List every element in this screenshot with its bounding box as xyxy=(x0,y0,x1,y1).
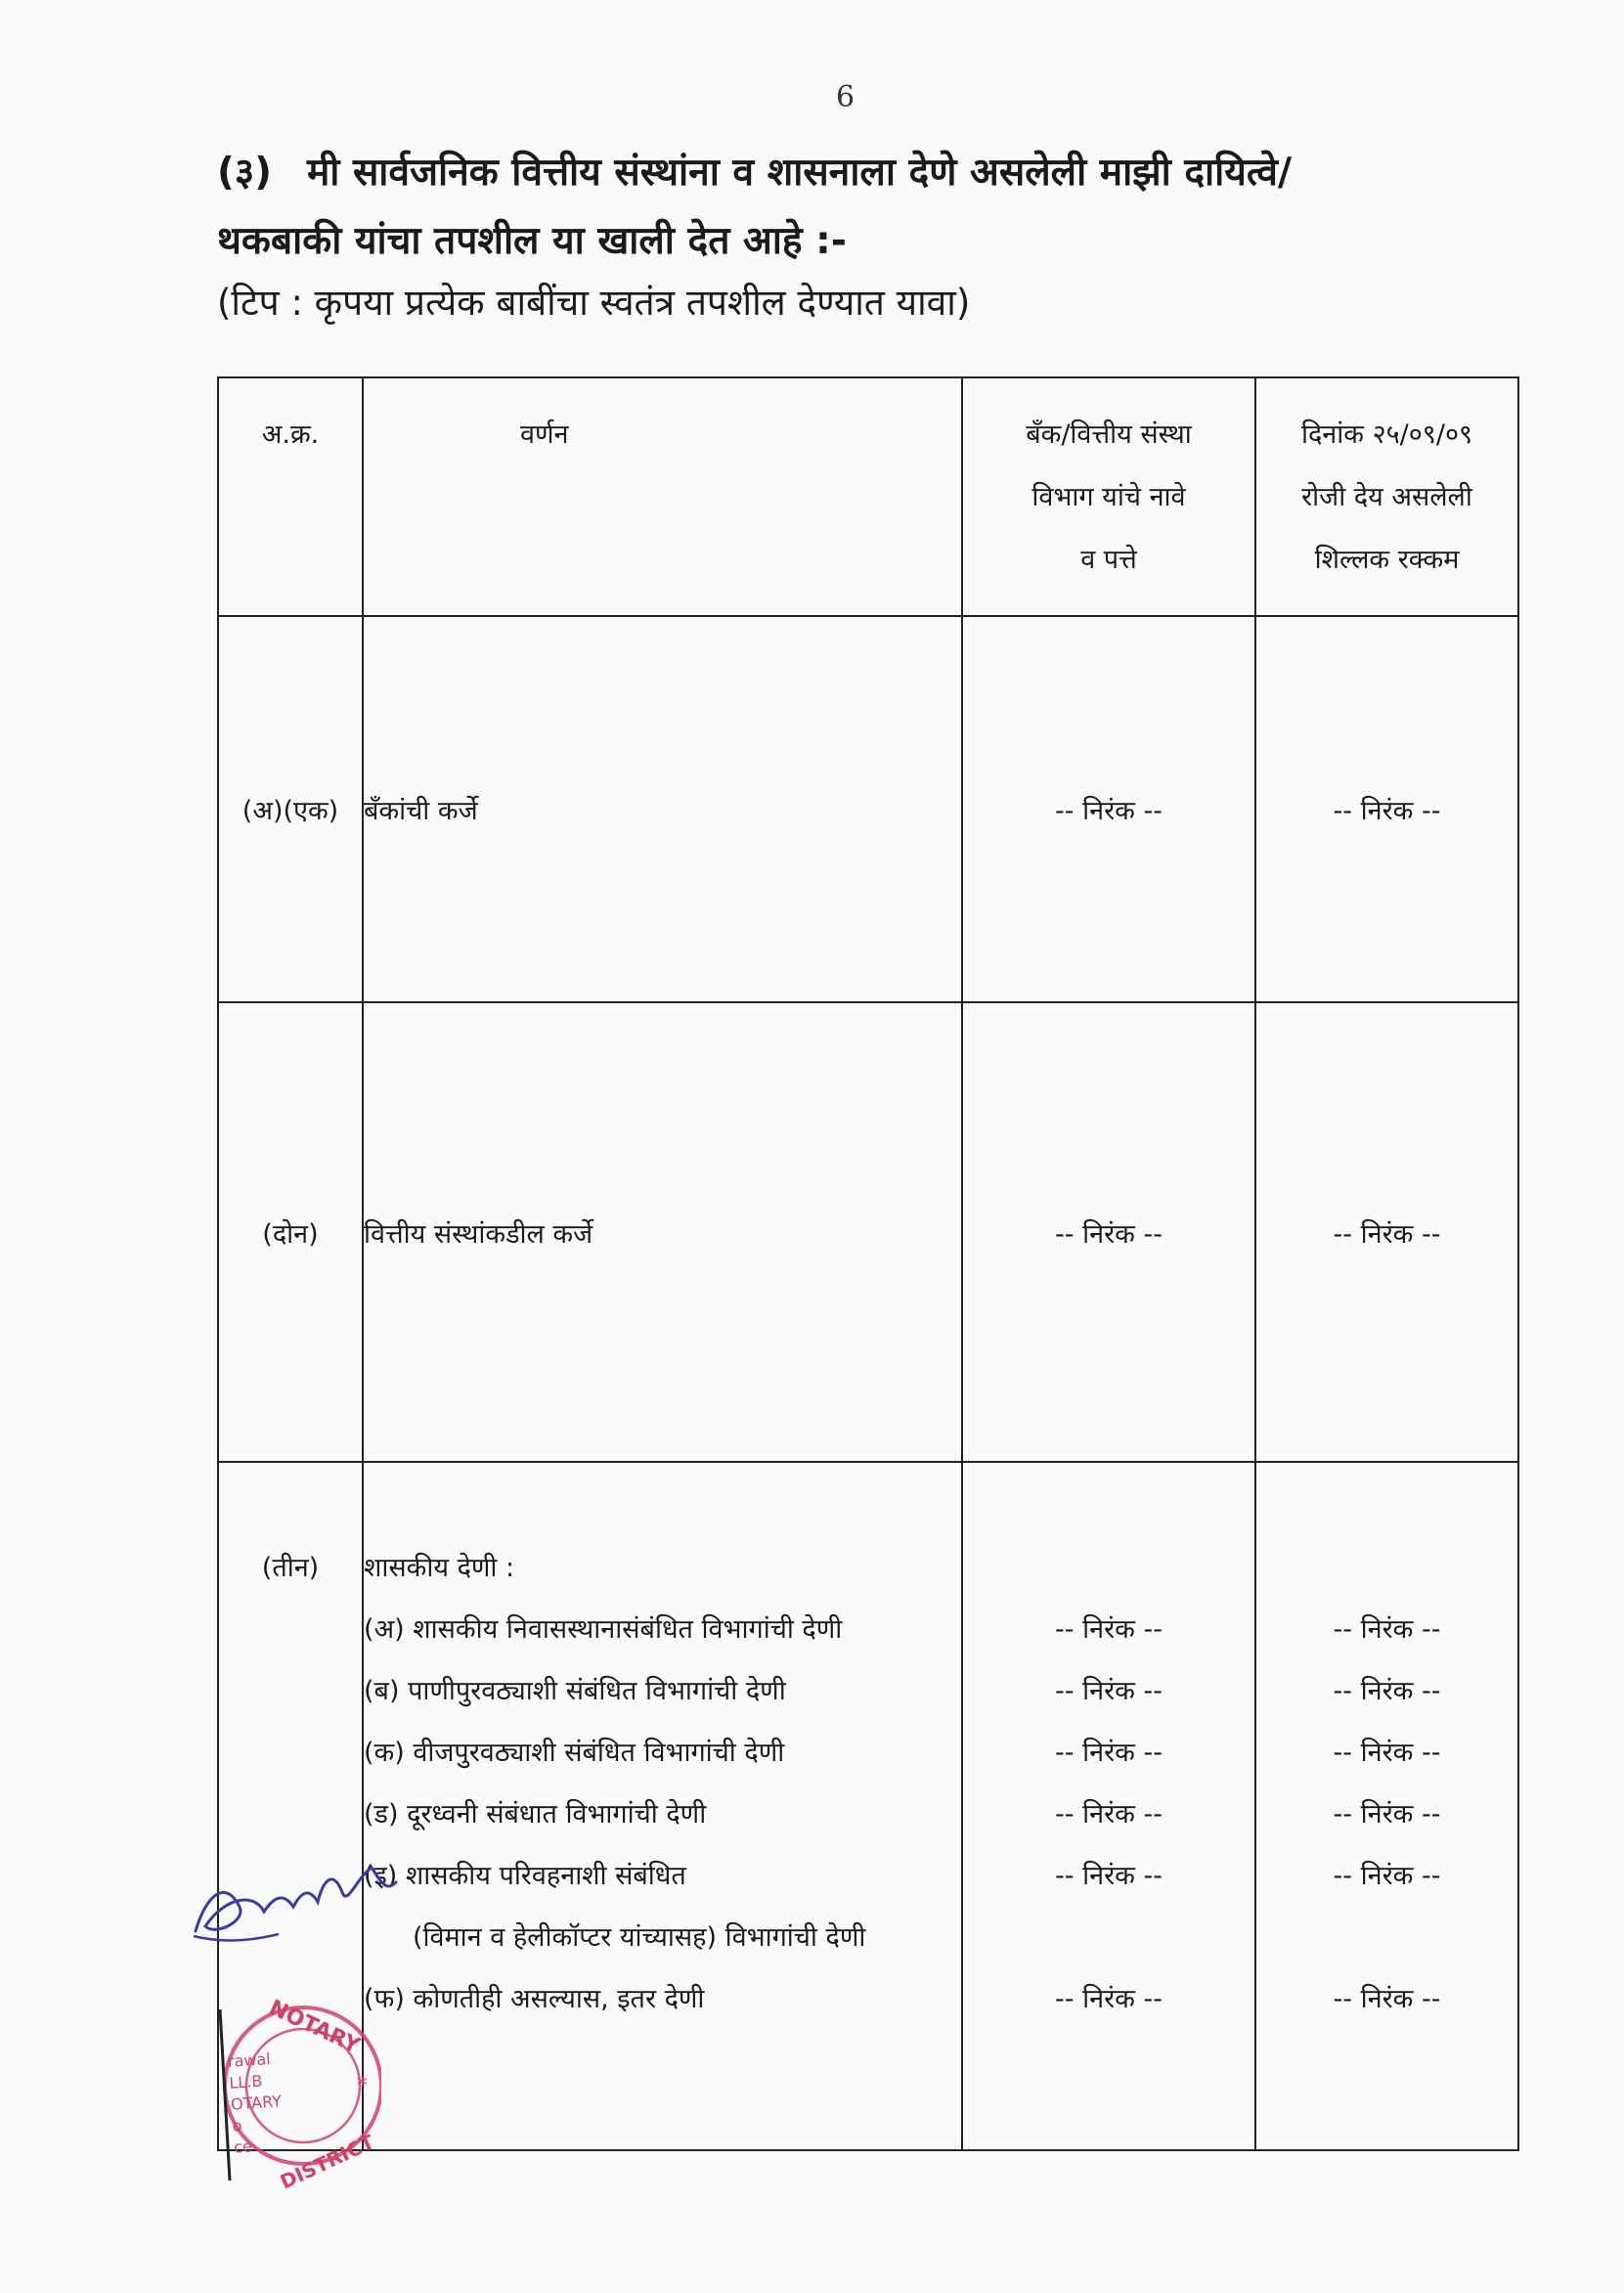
section-number: (३) xyxy=(217,151,272,195)
govt-dues-list xyxy=(363,1462,962,2150)
list-item: (अ) शासकीय निवासस्थानासंबंधित विभागांची देणी xyxy=(364,1614,843,1645)
section-heading-line-1 xyxy=(217,145,1292,197)
govt-dues-balance: -- निरंक -- -- निरंक -- -- निरंक -- -- निरंक -- -- निरंक -- -- निरंक -- xyxy=(1255,1462,1518,2150)
section-heading-line-2: थकबाकी यांचा तपशील या खाली देत आहे :- xyxy=(217,219,847,263)
list-item: (ब) पाणीपुरवठ्याशी संबंधित विभागांची देणी xyxy=(364,1676,786,1706)
table-header-row xyxy=(218,377,1518,616)
svg-text:*: * xyxy=(357,2074,368,2098)
row-institution: -- निरंक -- xyxy=(962,616,1255,1002)
list-item: (ड) दूरध्वनी संबंधात विभागांची देणी xyxy=(364,1799,707,1830)
header-balance: दिनांक २५/०९/०९ रोजी देय असलेली शिल्लक रक्कम xyxy=(1255,377,1518,616)
row-description: वित्तीय संस्थांकडील कर्जे xyxy=(363,1002,962,1462)
stamp-arc-top: NOTARY xyxy=(265,1995,364,2059)
stamp-arc-bottom: DISTRICT xyxy=(276,2130,378,2194)
page-number: 6 xyxy=(836,80,856,114)
row-institution: -- निरंक -- xyxy=(962,1002,1255,1462)
row-serial: (दोन) xyxy=(218,1002,363,1462)
stamp-text: rawal LL.B OTARY o ce xyxy=(227,2049,283,2157)
row-balance: -- निरंक -- xyxy=(1255,1002,1518,1462)
header-serial: अ.क्र. xyxy=(218,377,363,616)
table-row xyxy=(218,1002,1518,1462)
list-item: (इ) शासकीय परिवहनाशी संबंधित xyxy=(364,1861,686,1891)
heading-text-1: मी सार्वजनिक वित्तीय संस्थांना व शासनाला देणे असलेली माझी दायित्वे/ xyxy=(306,151,1293,195)
signature xyxy=(186,1838,411,1956)
govt-dues-row xyxy=(218,1462,1518,2150)
list-item: (क) वीजपुरवठ्याशी संबंधित विभागांची देणी xyxy=(364,1738,785,1768)
govt-dues-institution: -- निरंक -- -- निरंक -- -- निरंक -- -- निरंक -- -- निरंक -- -- निरंक -- xyxy=(962,1462,1255,2150)
list-item: (फ) कोणतीही असल्यास, इतर देणी xyxy=(364,1984,705,2014)
note-text: (टिप : कृपया प्रत्येक बाबींचा स्वतंत्र तपशील देण्यात यावा) xyxy=(217,282,971,324)
row-serial: (तीन) xyxy=(218,1462,363,2150)
header-description: वर्णन xyxy=(363,377,962,616)
row-balance: -- निरंक -- xyxy=(1255,616,1518,1002)
liabilities-table xyxy=(217,376,1519,2151)
row-serial: (अ)(एक) xyxy=(218,616,363,1002)
table-row xyxy=(218,616,1518,1002)
row-description: बँकांची कर्जे xyxy=(363,616,962,1002)
header-institution: बँक/वित्तीय संस्था विभाग यांचे नावे व पत्ते xyxy=(962,377,1255,616)
govt-dues-title: शासकीय देणी : xyxy=(364,1553,515,1583)
list-item: (विमान व हेलीकॉप्टर यांच्यासह) विभागांची देणी xyxy=(413,1922,866,1953)
